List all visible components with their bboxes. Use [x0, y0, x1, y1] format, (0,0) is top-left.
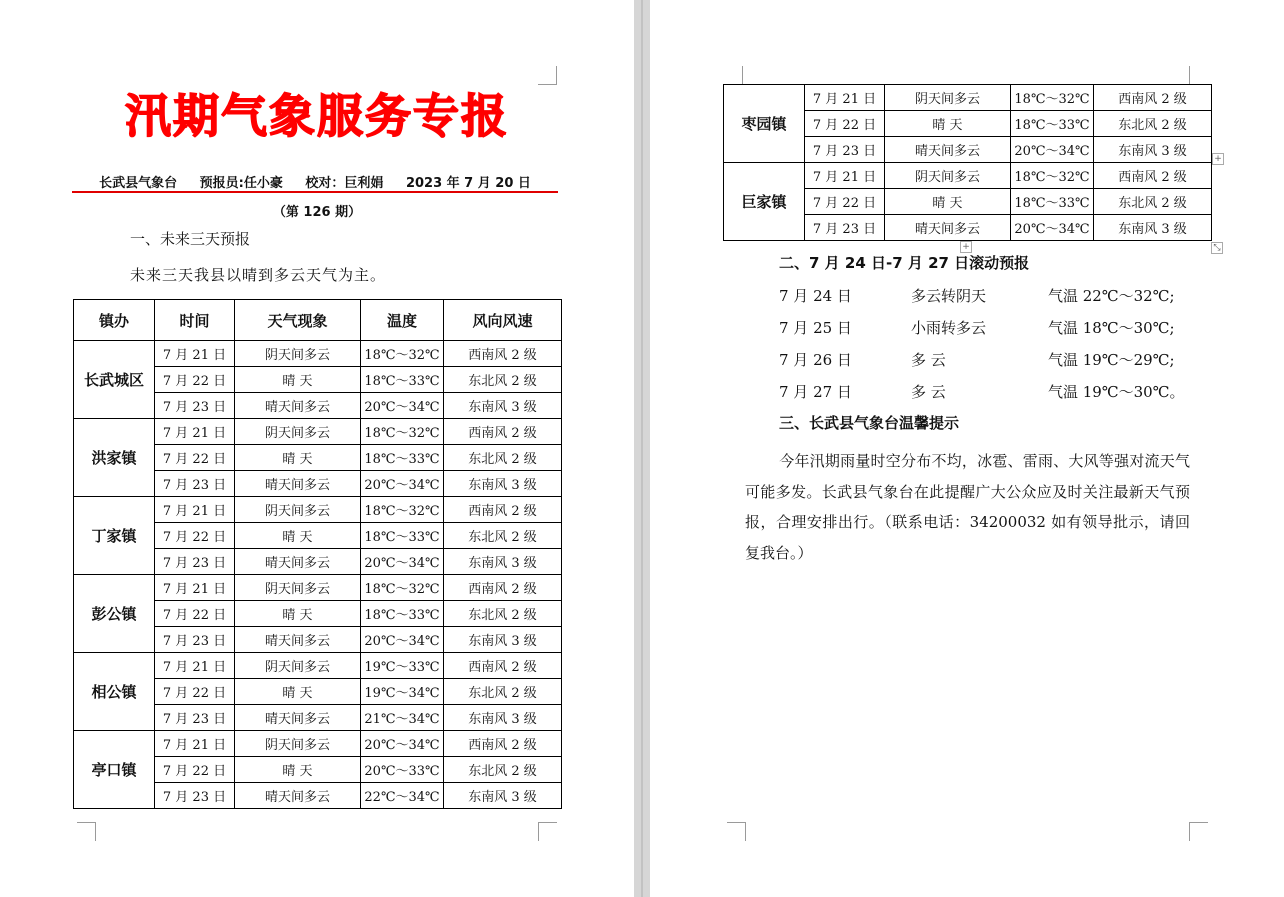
- date-cell: 7 月 23 日: [805, 215, 885, 241]
- temperature-cell: 19℃～33℃: [361, 653, 444, 679]
- forecast-table: [73, 299, 562, 809]
- temperature-cell: 18℃～32℃: [361, 497, 444, 523]
- header-proofreader: 校对：巨利娟: [305, 176, 384, 191]
- temperature-cell: 20℃～34℃: [1011, 137, 1094, 163]
- wind-cell: 东北风 2 级: [444, 679, 562, 705]
- town-name: 枣园镇: [724, 85, 805, 163]
- date-cell: 7 月 23 日: [805, 137, 885, 163]
- wind-cell: 西南风 2 级: [1094, 85, 1212, 111]
- temperature-cell: 18℃～33℃: [361, 445, 444, 471]
- header-date: 2023 年 7 月 20 日: [405, 176, 531, 191]
- date-cell: 7 月 22 日: [155, 757, 235, 783]
- weather-cell: 晴天间多云: [235, 627, 361, 653]
- wind-cell: 西南风 2 级: [444, 731, 562, 757]
- date-cell: 7 月 22 日: [805, 189, 885, 215]
- temperature-cell: 20℃～33℃: [361, 757, 444, 783]
- weather-cell: 晴天间多云: [235, 705, 361, 731]
- header-forecaster: 预报员:任小豪: [199, 176, 283, 191]
- date-cell: 7 月 22 日: [155, 445, 235, 471]
- tips-text: 今年汛期雨量时空分布不均，冰雹、雷雨、大风等强对流天气可能多发。长武县气象台在此提醒广大公众应及时关注最新天气预报，合理安排出行。（联系电话：34200032 如有领导批示，请回复我台。）: [745, 452, 1190, 562]
- date-cell: 7 月 22 日: [155, 523, 235, 549]
- temperature-cell: 18℃～33℃: [361, 523, 444, 549]
- rolling-date: 7 月 26 日: [779, 351, 852, 369]
- report-title: 汛期气象服务专报: [125, 89, 509, 143]
- wind-cell: 东南风 3 级: [444, 549, 562, 575]
- temperature-cell: 22℃～34℃: [361, 783, 444, 809]
- report-header: [72, 172, 558, 191]
- table-resize-handle[interactable]: ⤡: [1211, 242, 1223, 254]
- temperature-cell: 20℃～34℃: [361, 731, 444, 757]
- wind-cell: 东北风 2 级: [444, 367, 562, 393]
- table-row: [74, 419, 562, 445]
- town-name: 洪家镇: [74, 419, 155, 497]
- table-row: [74, 653, 562, 679]
- town-name: 相公镇: [74, 653, 155, 731]
- temperature-cell: 20℃～34℃: [1011, 215, 1094, 241]
- section2-heading: 二、7 月 24 日-7 月 27 日滚动预报: [779, 254, 1030, 272]
- weather-cell: 晴天间多云: [235, 783, 361, 809]
- weather-cell: 晴 天: [885, 111, 1011, 137]
- temperature-cell: 18℃～33℃: [361, 601, 444, 627]
- wind-cell: 西南风 2 级: [444, 575, 562, 601]
- weather-cell: 阴天间多云: [235, 497, 361, 523]
- date-cell: 7 月 21 日: [155, 497, 235, 523]
- date-cell: 7 月 21 日: [805, 85, 885, 111]
- temperature-cell: 20℃～34℃: [361, 627, 444, 653]
- date-cell: 7 月 23 日: [155, 705, 235, 731]
- crop-mark: [727, 822, 746, 841]
- rolling-temp: 气温 22℃～32℃;: [1048, 287, 1175, 305]
- wind-cell: 西南风 2 级: [444, 653, 562, 679]
- date-cell: 7 月 22 日: [805, 111, 885, 137]
- table-row: [724, 85, 1212, 111]
- date-cell: 7 月 23 日: [155, 783, 235, 809]
- rolling-date: 7 月 25 日: [779, 319, 852, 337]
- crop-mark: [77, 822, 96, 841]
- weather-cell: 晴 天: [235, 601, 361, 627]
- table-add-row-handle[interactable]: +: [960, 241, 972, 253]
- table-row: [74, 575, 562, 601]
- weather-cell: 晴 天: [235, 523, 361, 549]
- town-name: 巨家镇: [724, 163, 805, 241]
- table-add-column-handle[interactable]: +: [1212, 153, 1224, 165]
- weather-cell: 晴 天: [235, 445, 361, 471]
- wind-cell: 东南风 3 级: [444, 705, 562, 731]
- weather-cell: 晴天间多云: [885, 215, 1011, 241]
- date-cell: 7 月 21 日: [155, 653, 235, 679]
- table-row: [74, 497, 562, 523]
- weather-cell: 晴 天: [235, 679, 361, 705]
- rolling-weather: 多 云: [911, 351, 946, 369]
- date-cell: 7 月 22 日: [155, 679, 235, 705]
- temperature-cell: 20℃～34℃: [361, 549, 444, 575]
- column-header: 镇办: [74, 300, 155, 341]
- section3-heading: 三、长武县气象台温馨提示: [779, 414, 960, 432]
- temperature-cell: 20℃～34℃: [361, 471, 444, 497]
- weather-cell: 阴天间多云: [885, 163, 1011, 189]
- weather-cell: 阴天间多云: [235, 341, 361, 367]
- rolling-temp: 气温 19℃～29℃;: [1048, 351, 1175, 369]
- date-cell: 7 月 21 日: [155, 341, 235, 367]
- column-header: 天气现象: [235, 300, 361, 341]
- rolling-weather: 多 云: [911, 383, 946, 401]
- temperature-cell: 18℃～33℃: [1011, 111, 1094, 137]
- rolling-temp: 气温 18℃～30℃;: [1048, 319, 1175, 337]
- temperature-cell: 18℃～32℃: [361, 419, 444, 445]
- town-name: 彭公镇: [74, 575, 155, 653]
- weather-cell: 阴天间多云: [235, 731, 361, 757]
- rolling-weather: 多云转阴天: [911, 287, 987, 305]
- tips-paragraph: [745, 446, 1190, 568]
- wind-cell: 东北风 2 级: [1094, 189, 1212, 215]
- wind-cell: 西南风 2 级: [444, 497, 562, 523]
- temperature-cell: 20℃～34℃: [361, 393, 444, 419]
- weather-cell: 阴天间多云: [235, 419, 361, 445]
- date-cell: 7 月 23 日: [155, 549, 235, 575]
- date-cell: 7 月 23 日: [155, 471, 235, 497]
- header-org: 长武县气象台: [99, 176, 178, 191]
- date-cell: 7 月 21 日: [155, 731, 235, 757]
- wind-cell: 东北风 2 级: [444, 757, 562, 783]
- town-name: 亭口镇: [74, 731, 155, 809]
- weather-cell: 阴天间多云: [885, 85, 1011, 111]
- wind-cell: 东南风 3 级: [1094, 137, 1212, 163]
- weather-cell: 晴 天: [885, 189, 1011, 215]
- date-cell: 7 月 23 日: [155, 627, 235, 653]
- weather-cell: 晴天间多云: [235, 471, 361, 497]
- table-row: [724, 163, 1212, 189]
- temperature-cell: 18℃～32℃: [361, 575, 444, 601]
- date-cell: 7 月 22 日: [155, 601, 235, 627]
- weather-cell: 阴天间多云: [235, 653, 361, 679]
- rolling-temp: 气温 19℃～30℃。: [1048, 383, 1185, 401]
- wind-cell: 东南风 3 级: [444, 393, 562, 419]
- document-page-1: [0, 0, 634, 897]
- town-name: 丁家镇: [74, 497, 155, 575]
- wind-cell: 西南风 2 级: [444, 419, 562, 445]
- wind-cell: 东北风 2 级: [444, 601, 562, 627]
- crop-mark: [538, 822, 557, 841]
- rolling-date: 7 月 27 日: [779, 383, 852, 401]
- wind-cell: 东南风 3 级: [444, 471, 562, 497]
- table-row: [74, 341, 562, 367]
- weather-cell: 晴 天: [235, 757, 361, 783]
- weather-cell: 阴天间多云: [235, 575, 361, 601]
- weather-cell: 晴 天: [235, 367, 361, 393]
- wind-cell: 东北风 2 级: [444, 523, 562, 549]
- issue-number: （第 126 期）: [272, 205, 362, 220]
- forecast-table-continued: [723, 84, 1212, 241]
- wind-cell: 东南风 3 级: [1094, 215, 1212, 241]
- date-cell: 7 月 21 日: [155, 575, 235, 601]
- red-divider: [72, 191, 558, 193]
- crop-mark: [1189, 66, 1208, 85]
- temperature-cell: 19℃～34℃: [361, 679, 444, 705]
- weather-cell: 晴天间多云: [235, 393, 361, 419]
- column-header: 时间: [155, 300, 235, 341]
- table-header-row: [74, 300, 562, 341]
- rolling-weather: 小雨转多云: [911, 319, 987, 337]
- date-cell: 7 月 21 日: [805, 163, 885, 189]
- crop-mark: [1189, 822, 1208, 841]
- temperature-cell: 18℃～32℃: [1011, 85, 1094, 111]
- wind-cell: 西南风 2 级: [444, 341, 562, 367]
- wind-cell: 东南风 3 级: [444, 627, 562, 653]
- wind-cell: 东北风 2 级: [1094, 111, 1212, 137]
- date-cell: 7 月 23 日: [155, 393, 235, 419]
- wind-cell: 东北风 2 级: [444, 445, 562, 471]
- temperature-cell: 18℃～32℃: [1011, 163, 1094, 189]
- temperature-cell: 21℃～34℃: [361, 705, 444, 731]
- table-row: [74, 731, 562, 757]
- date-cell: 7 月 22 日: [155, 367, 235, 393]
- section1-summary: 未来三天我县以晴到多云天气为主。: [130, 266, 387, 284]
- column-header: 风向风速: [444, 300, 562, 341]
- town-name: 长武城区: [74, 341, 155, 419]
- weather-cell: 晴天间多云: [235, 549, 361, 575]
- weather-cell: 晴天间多云: [885, 137, 1011, 163]
- crop-mark: [724, 66, 743, 85]
- wind-cell: 东南风 3 级: [444, 783, 562, 809]
- section1-heading: 一、未来三天预报: [130, 230, 251, 248]
- temperature-cell: 18℃～33℃: [1011, 189, 1094, 215]
- temperature-cell: 18℃～32℃: [361, 341, 444, 367]
- column-header: 温度: [361, 300, 444, 341]
- wind-cell: 西南风 2 级: [1094, 163, 1212, 189]
- date-cell: 7 月 21 日: [155, 419, 235, 445]
- page-gap: [634, 0, 650, 897]
- temperature-cell: 18℃～33℃: [361, 367, 444, 393]
- rolling-date: 7 月 24 日: [779, 287, 852, 305]
